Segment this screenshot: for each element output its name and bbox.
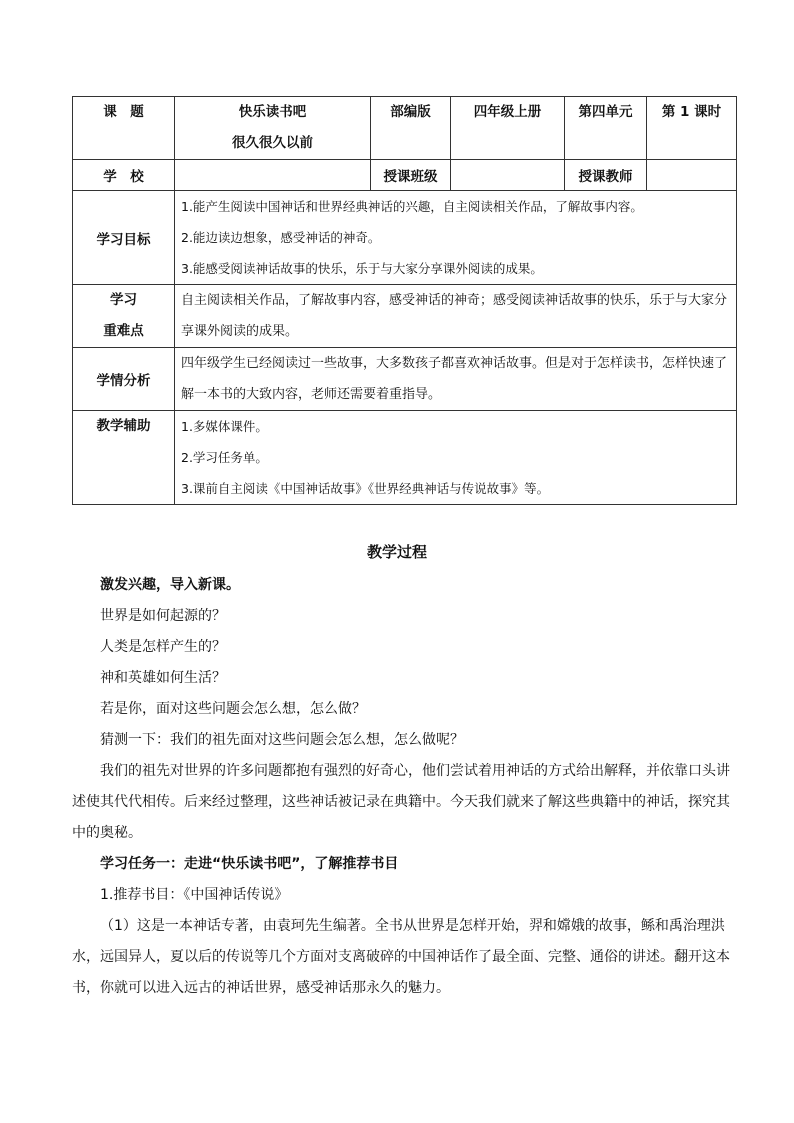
process-title: 教学过程 xyxy=(366,543,427,561)
goal-item: 2.能边读边想象，感受神话的神奇。 xyxy=(181,230,381,245)
teacher-label: 授课教师 xyxy=(565,160,647,191)
goal-item: 1.能产生阅读中国神话和世界经典神话的兴趣，自主阅读相关作品，了解故事内容。 xyxy=(181,199,643,214)
paragraph: 我们的祖先对世界的许多问题都抱有强烈的好奇心，他们尝试着用神话的方式给出解释，并依靠口头讲述使其代代相传。后来经过整理，这些神话被记录在典籍中。今天我们就来了解这些典籍中的神话，探究其中的奥秘。 xyxy=(72,763,730,841)
analysis-text: 四年级学生已经阅读过一些故事，大多数孩子都喜欢神话故事。但是对于怎样读书，怎样快速了解一本书的大致内容，老师还需要着重指导。 xyxy=(175,348,737,411)
question-line: 世界是如何起源的？ xyxy=(100,608,226,624)
aids-row xyxy=(73,411,737,505)
key-points-label-line2: 重难点 xyxy=(103,323,144,339)
task1-heading: 学习任务一：走进“快乐读书吧”，了解推荐书目 xyxy=(100,856,399,872)
key-points-label xyxy=(73,285,175,348)
aids-list xyxy=(175,411,737,505)
key-points-row xyxy=(73,285,737,348)
key-points-label-line1: 学习 xyxy=(110,292,137,308)
question-line: 猜测一下：我们的祖先面对这些问题会怎么想，怎么做呢？ xyxy=(100,732,464,748)
subject-label: 课 题 xyxy=(73,97,175,160)
question-line: 神和英雄如何生活？ xyxy=(100,670,226,686)
goals-row xyxy=(73,191,737,285)
lesson-title-line2: 很久很久以前 xyxy=(232,135,313,151)
aid-item: 1.多媒体课件。 xyxy=(181,419,268,434)
title-row xyxy=(73,97,737,160)
teacher-value xyxy=(647,160,737,191)
period-cell: 第 1 课时 xyxy=(647,97,737,160)
intro-heading: 激发兴趣，导入新课。 xyxy=(100,577,240,593)
lesson-title-cell xyxy=(175,97,371,160)
goals-label: 学习目标 xyxy=(73,191,175,285)
unit-cell: 第四单元 xyxy=(565,97,647,160)
school-label: 学 校 xyxy=(73,160,175,191)
key-points-text: 自主阅读相关作品，了解故事内容，感受神话的神奇；感受阅读神话故事的快乐，乐于与大家分享课外阅读的成果。 xyxy=(175,285,737,348)
lesson-info-table xyxy=(72,96,737,505)
goals-list xyxy=(175,191,737,285)
analysis-label: 学情分析 xyxy=(73,348,175,411)
goal-item: 3.能感受阅读神话故事的快乐，乐于与大家分享课外阅读的成果。 xyxy=(181,261,543,276)
school-row xyxy=(73,160,737,191)
aid-item: 2.学习任务单。 xyxy=(181,450,268,465)
book1-description: （1）这是一本神话专著，由袁珂先生编著。全书从世界是怎样开始，羿和嫦娥的故事，鲧和禹治理洪水，远国异人，夏以后的传说等几个方面对支离破碎的中国神话作了最全面、完整、通俗的讲述。翻开这本书，你就可以进入远古的神话世界，感受神话那永久的魅力。 xyxy=(72,918,730,996)
aids-label: 教学辅助 xyxy=(73,411,175,505)
edition-cell: 部编版 xyxy=(371,97,451,160)
school-value xyxy=(175,160,371,191)
question-line: 人类是怎样产生的？ xyxy=(100,639,226,655)
book1-title: 1.推荐书目：《中国神话传说》 xyxy=(100,887,289,903)
analysis-row xyxy=(73,348,737,411)
process-body xyxy=(72,570,736,1004)
class-value xyxy=(451,160,565,191)
question-line: 若是你，面对这些问题会怎么想，怎么做？ xyxy=(100,701,366,717)
aid-item: 3.课前自主阅读《中国神话故事》《世界经典神话与传说故事》等。 xyxy=(181,481,550,496)
class-label: 授课班级 xyxy=(371,160,451,191)
lesson-title-line1: 快乐读书吧 xyxy=(238,104,307,120)
grade-cell: 四年级上册 xyxy=(451,97,565,160)
